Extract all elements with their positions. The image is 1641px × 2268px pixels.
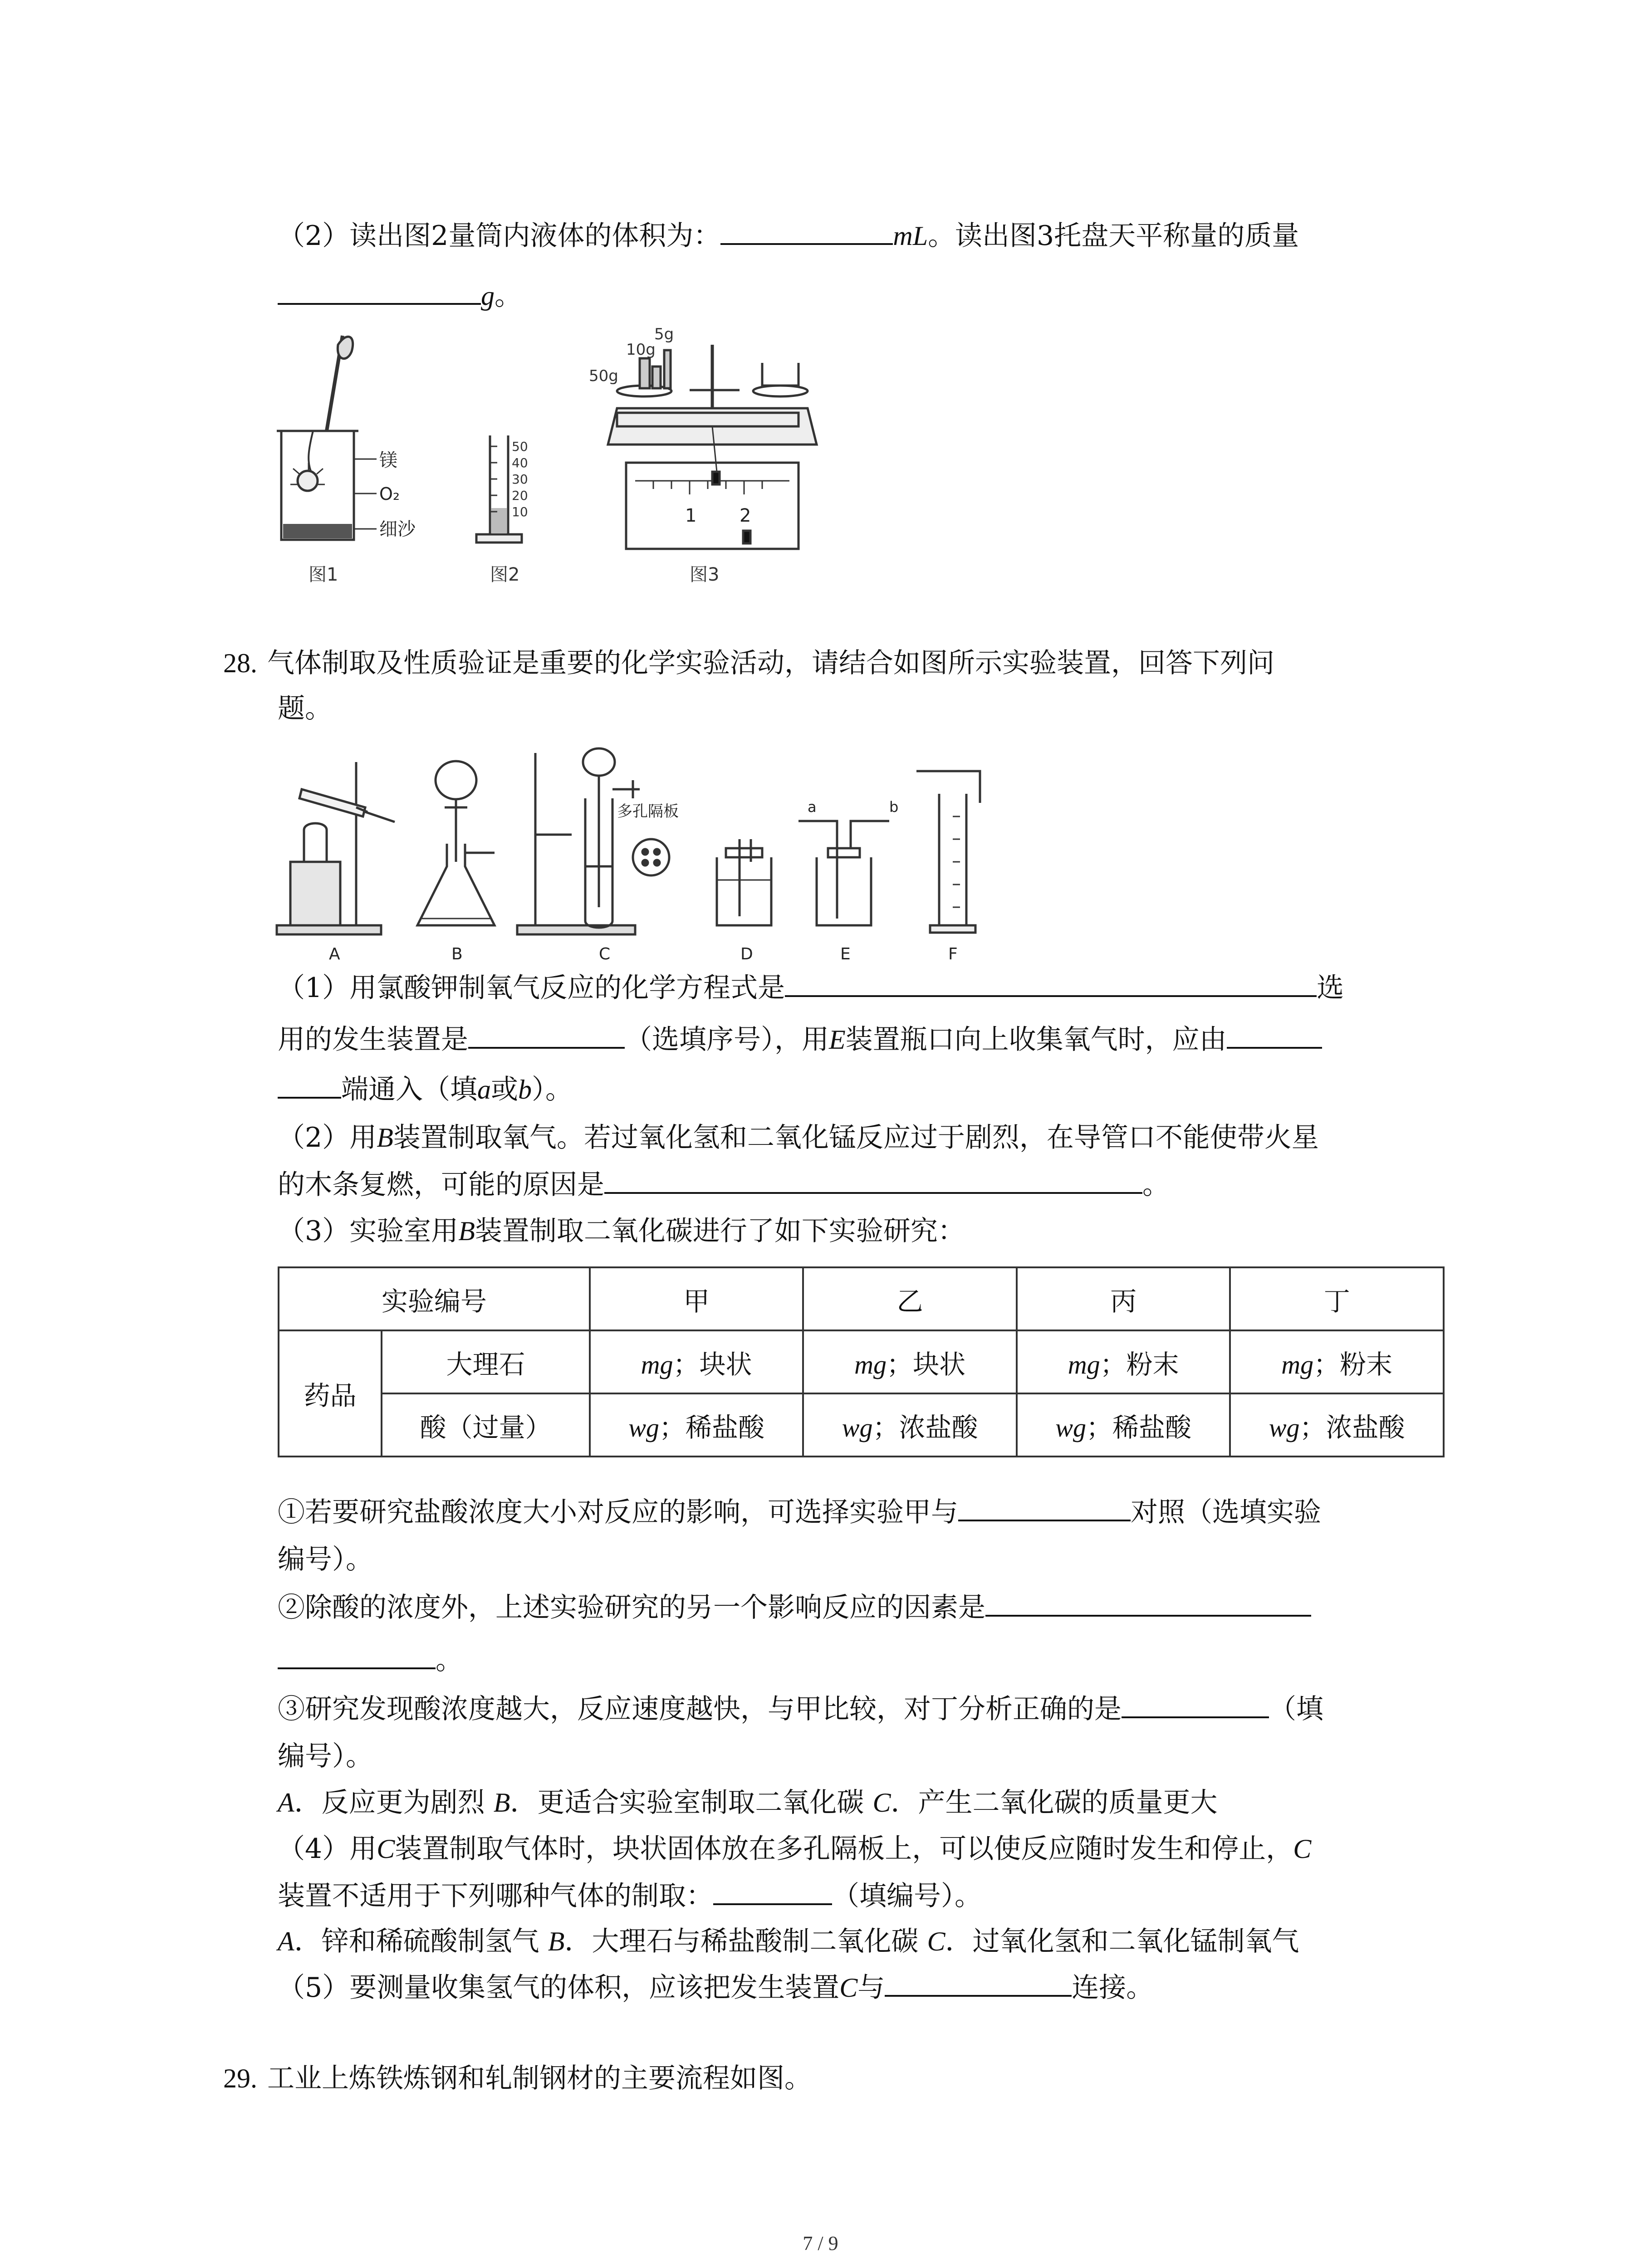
q28-p4-options [278,1922,1299,1960]
table-cell-unit: wg [1055,1413,1086,1442]
q28-p3-text-a: （3）实验室用 [278,1215,459,1247]
q28-s2-text-a: ②除酸的浓度外，上述实验研究的另一个影响反应的因素是 [278,1592,985,1623]
q27-part2-end: 。 [495,280,522,312]
table-cell-unit: mg [641,1349,673,1379]
table-row [279,1393,1444,1457]
table-cell-value: 浓盐酸 [1326,1412,1405,1443]
table-cell-unit: wg [1269,1413,1300,1442]
fig1-caption: 图1 [309,564,338,585]
table-cell [1017,1393,1230,1457]
fig3-weight-10g: 10g [626,341,656,359]
apparatus-label-a: A [329,945,340,963]
q28-p4-line2 [278,1877,982,1915]
q28-s3-line1 [278,1690,1323,1728]
answer-blank-factor-2[interactable] [278,1642,436,1669]
table-cell-sep: ； [872,1412,899,1443]
table-cell-unit: wg [842,1413,873,1442]
apparatus-e [798,821,889,925]
option-text: ．产生二氧化碳的质量更大 [891,1787,1218,1818]
fig1-label-sand: 细沙 [379,519,416,540]
q28-s1-text-a: ①若要研究盐酸浓度大小对反应的影响，可选择实验甲与 [278,1496,958,1528]
q28-p1-line3 [278,1070,573,1109]
option-text: ．锌和稀硫酸制氢气 [294,1926,548,1957]
fig3-caption: 图3 [690,564,720,585]
apparatus-b [417,761,495,925]
answer-blank-reason[interactable] [604,1167,1142,1194]
q27-figures [263,318,898,599]
answer-blank-gas[interactable] [713,1878,832,1905]
var-a: a [477,1075,491,1105]
experiment-table [278,1266,1445,1457]
table-cell-sep: ； [1100,1349,1127,1380]
q28-p1-text-or: 或 [491,1074,518,1105]
q28-stem-text-1: 气体制取及性质验证是重要的化学实验活动，请结合如图所示实验装置，回答下列问 [267,647,1274,679]
q28-p5-text-b: 与 [857,1972,885,2004]
apparatus-a [277,762,395,934]
q28-s3-options [278,1784,1218,1822]
fig2-tick-50: 50 [512,439,528,454]
table-header-cell: 实验编号 [279,1267,590,1330]
answer-blank-port-2[interactable] [278,1071,341,1099]
q28-stem-line1 [223,644,1274,682]
fig2-tick-10: 10 [512,504,528,519]
var-b-3: B [458,1216,475,1246]
table-cell-sep: ； [1299,1412,1326,1443]
table-cell-value: 稀盐酸 [685,1412,764,1443]
var-c-2: C [1293,1834,1312,1864]
answer-blank-factor-1[interactable] [985,1589,1311,1617]
answer-blank-compare[interactable] [958,1494,1131,1521]
apparatus-label-e: E [840,945,851,963]
answer-blank-generator[interactable] [468,1022,625,1049]
option-key: B [548,1926,565,1956]
var-c: C [377,1834,395,1864]
answer-blank-volume[interactable] [720,218,893,245]
table-cell-unit: mg [1281,1349,1314,1379]
q28-p1-text-a: （1）用氯酸钾制氧气反应的化学方程式是 [278,972,785,1004]
q29-stem-line [223,2059,812,2097]
q28-s2-line1 [278,1589,1311,1627]
option-text: ．大理石与稀盐酸制二氧化碳 [564,1926,927,1957]
table-cell [590,1330,803,1393]
answer-blank-connect[interactable] [885,1970,1072,1997]
table-row-label: 酸（过量） [382,1393,590,1457]
q28-p3-line1 [278,1212,965,1250]
fig2-tick-20: 20 [512,488,528,503]
table-row-label: 大理石 [382,1330,590,1393]
var-e: E [829,1025,846,1055]
q28-p1-line1 [278,969,1344,1007]
q28-apparatus [272,744,1021,966]
apparatus-d [717,839,771,925]
table-group-label: 药品 [279,1330,382,1457]
table-cell [590,1393,803,1457]
apparatus-port-a: a [808,798,817,816]
q28-p4-text-b: 装置制取气体时，块状固体放在多孔隔板上，可以使反应随时发生和停止， [395,1833,1293,1865]
table-cell-sep: ； [673,1349,700,1380]
q28-s1-text-b: 对照（选填实验 [1131,1496,1321,1528]
fig1-mg-combustion [277,336,377,540]
fig3-scale-2: 2 [740,505,751,526]
option-key: C [927,1926,945,1956]
apparatus-port-b: b [889,798,899,816]
table-cell-value: 粉末 [1340,1349,1393,1380]
page-number: 7 / 9 [803,2232,838,2254]
table-cell-sep: ； [1086,1412,1112,1443]
q28-p2-text-c: 的木条复燃，可能的原因是 [278,1169,604,1201]
table-cell-unit: mg [854,1349,887,1379]
unit-g: g [481,281,495,311]
table-cell-unit: wg [628,1413,659,1442]
answer-blank-equation[interactable] [785,970,1317,997]
table-header-row [279,1267,1444,1330]
table-cell [803,1330,1017,1393]
fig1-label-o2: O₂ [379,484,400,504]
apparatus-f [916,771,980,933]
answer-blank-analysis[interactable] [1122,1691,1269,1718]
var-b-2: B [377,1123,393,1153]
q28-p2-line2 [278,1166,1170,1204]
q28-p1-text-d: （选填序号），用 [625,1024,829,1056]
q27-part2-line2 [278,277,522,315]
fig2-tick-40: 40 [512,455,528,470]
table-cell-value: 浓盐酸 [899,1412,978,1443]
table-cell [1230,1393,1444,1457]
apparatus-label-c: C [599,945,611,963]
q28-p4-text-d: （填编号）。 [832,1880,982,1912]
q28-p4-text-a: （4）用 [278,1833,377,1865]
q28-p2-text-d: 。 [1142,1169,1170,1201]
q27-part2-line1 [278,217,1299,255]
table-header-cell: 丁 [1230,1267,1444,1330]
apparatus-label-b: B [451,945,463,963]
q29-number: 29. [223,2063,257,2093]
q28-s1-text-c: 编号）。 [278,1544,373,1575]
fig3-weight-5g: 5g [654,325,674,343]
fig3-scale-1: 1 [685,505,697,526]
option-key: C [872,1788,891,1818]
q28-p1-line2 [278,1021,1322,1059]
option-text: ．过氧化氢和二氧化锰制氧气 [945,1926,1299,1957]
apparatus-label-d: D [740,945,753,963]
q28-p4-text-c: 装置不适用于下列哪种气体的制取： [278,1880,713,1912]
apparatus-c [517,748,669,934]
q27-part2-text-b: 。读出图3托盘天平称量的质量 [928,220,1299,252]
table-header-cell: 丙 [1017,1267,1230,1330]
var-b: b [518,1075,532,1105]
q28-p1-text-e: 装置瓶口向上收集氧气时，应由 [845,1024,1227,1056]
table-cell [1017,1330,1230,1393]
option-key: A [278,1926,294,1956]
q28-s1-line1 [278,1493,1321,1531]
q28-p5-text-a: （5）要测量收集氢气的体积，应该把发生装置 [278,1972,840,2004]
q28-p3-text-b: 装置制取二氧化碳进行了如下实验研究： [475,1215,965,1247]
unit-ml: mL [893,221,928,251]
table-cell-sep: ； [887,1349,913,1380]
fig2-tick-30: 30 [512,472,528,487]
fig1-label-mg: 镁 [379,450,397,471]
apparatus-label-f: F [948,945,958,963]
table-cell [1230,1330,1444,1393]
q28-s3-line2 [278,1737,373,1775]
q28-p5-text-c: 连接。 [1072,1972,1154,2004]
answer-blank-port-1[interactable] [1227,1022,1322,1049]
table-cell-sep: ； [659,1412,686,1443]
table-cell-value: 块状 [913,1349,966,1380]
table-cell [803,1393,1017,1457]
table-cell-value: 块状 [699,1349,752,1380]
fig3-weight-50g: 50g [589,367,618,385]
q28-p2-text-a: （2）用 [278,1122,377,1154]
q28-p1-text-b: 选 [1317,972,1344,1004]
q28-p5-line [278,1969,1153,2007]
q29-stem-text: 工业上炼铁炼钢和轧制钢材的主要流程如图。 [267,2063,812,2094]
q28-s3-text-b: （填 [1269,1693,1323,1725]
fig2-caption: 图2 [490,564,520,585]
table-header-cell: 乙 [803,1267,1017,1330]
q28-s2-text-b: 。 [436,1644,463,1676]
q28-s2-line2 [278,1641,463,1679]
q28-p1-text-f: 端通入（填 [341,1074,477,1105]
q28-p2-text-b: 装置制取氧气。若过氧化氢和二氧化锰反应过于剧烈，在导管口不能使带火星 [393,1122,1319,1154]
q28-stem-line2 [278,689,332,728]
table-row [279,1330,1444,1393]
table-header-cell: 甲 [590,1267,803,1330]
option-text: ．更适合实验室制取二氧化碳 [510,1787,873,1818]
q28-p1-text-c: 用的发生装置是 [278,1024,468,1056]
q28-s1-line2 [278,1540,373,1579]
option-text: ．反应更为剧烈 [294,1787,494,1818]
q28-s3-text-a: ③研究发现酸浓度越大，反应速度越快，与甲比较，对丁分析正确的是 [278,1693,1122,1725]
table-cell-sep: ； [1313,1349,1340,1380]
q28-p2-line1 [278,1119,1319,1157]
answer-blank-mass[interactable] [278,278,481,305]
q27-part2-text-a: （2）读出图2量筒内液体的体积为： [278,220,721,252]
option-key: A [278,1788,294,1818]
option-key: B [493,1788,510,1818]
fig3-balance [608,345,817,549]
q28-number: 28. [223,648,257,678]
q28-p1-text-g: ）。 [532,1074,573,1105]
apparatus-porous-plate-label: 多孔隔板 [617,802,679,821]
q28-p4-line1 [278,1830,1311,1868]
var-c-3: C [839,1973,858,2003]
table-cell-unit: mg [1068,1349,1100,1379]
q28-stem-text-2: 题。 [278,693,332,724]
table-cell-value: 稀盐酸 [1112,1412,1192,1443]
q28-s3-text-c: 编号）。 [278,1740,373,1772]
table-cell-value: 粉末 [1126,1349,1179,1380]
